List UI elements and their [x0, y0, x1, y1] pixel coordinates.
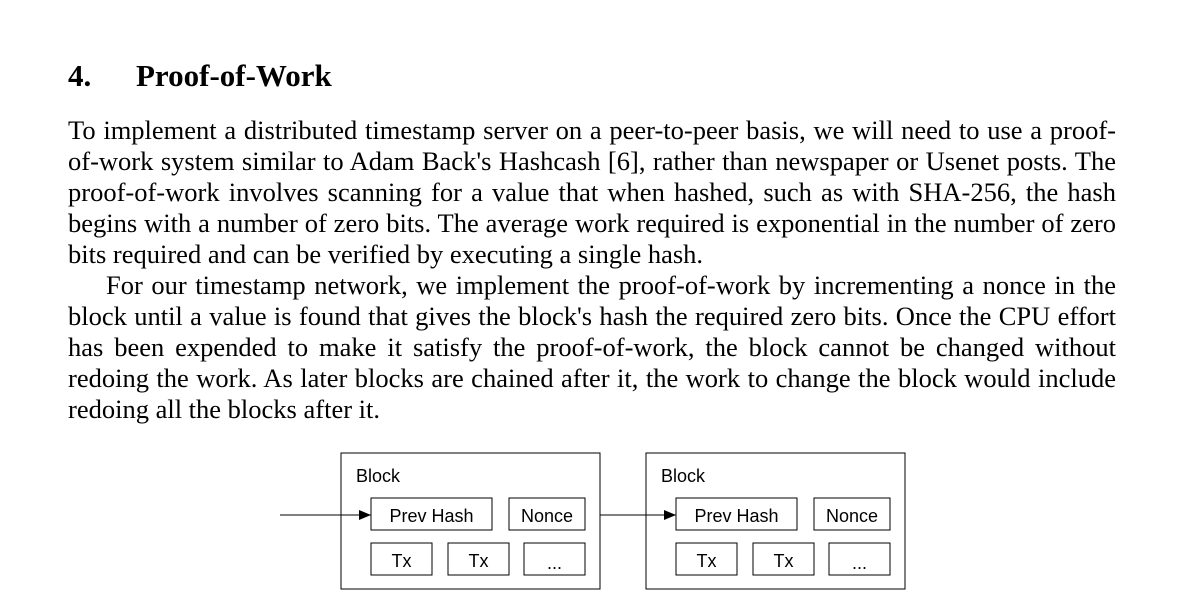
- block-1-prev-hash: Prev Hash: [389, 506, 474, 526]
- block-2-label: Block: [661, 466, 706, 486]
- paragraph-2-text: For our timestamp network, we implement the proof-of-work by incrementing a nonce in the block until a value is found that gives the block's hash the required zero bits. Once the CPU effort has been expended to make it satisfy the proof-of-work, the block cannot be changed without redoing the work. As later blocks are chained after it, the work to change the block would include redoing all the blocks after it.: [68, 270, 1116, 424]
- block-2-nonce: Nonce: [825, 506, 879, 526]
- block-2-tx-2: Tx: [773, 551, 794, 571]
- block-1-label: Block: [356, 466, 401, 486]
- block-2-tx-1: Tx: [696, 551, 717, 571]
- block-2-prev-hash: Prev Hash: [694, 506, 779, 526]
- block-1-nonce: Nonce: [520, 506, 574, 526]
- block-2-tx-more: ...: [851, 553, 868, 573]
- block-1-tx-2: Tx: [468, 551, 489, 571]
- block-2: [646, 453, 905, 589]
- section-number: 4.: [68, 58, 92, 93]
- block-1-tx-1: Tx: [391, 551, 412, 571]
- block-1-tx-more: ...: [546, 553, 563, 573]
- block-1: [341, 453, 600, 589]
- section-title: Proof-of-Work: [136, 58, 332, 93]
- paragraph-1: To implement a distributed timestamp server on a peer-to-peer basis, we will need to use a proof-of-work system similar to Adam Back's Hashcash [6], rather than newspaper or Usenet posts. The proof-of-work involves scanning for a value that when hashed, such as with SHA-256, the hash begins with a number of zero bits. The average work required is exponential in the number of zero bits required and can be verified by executing a single hash.: [68, 115, 1116, 269]
